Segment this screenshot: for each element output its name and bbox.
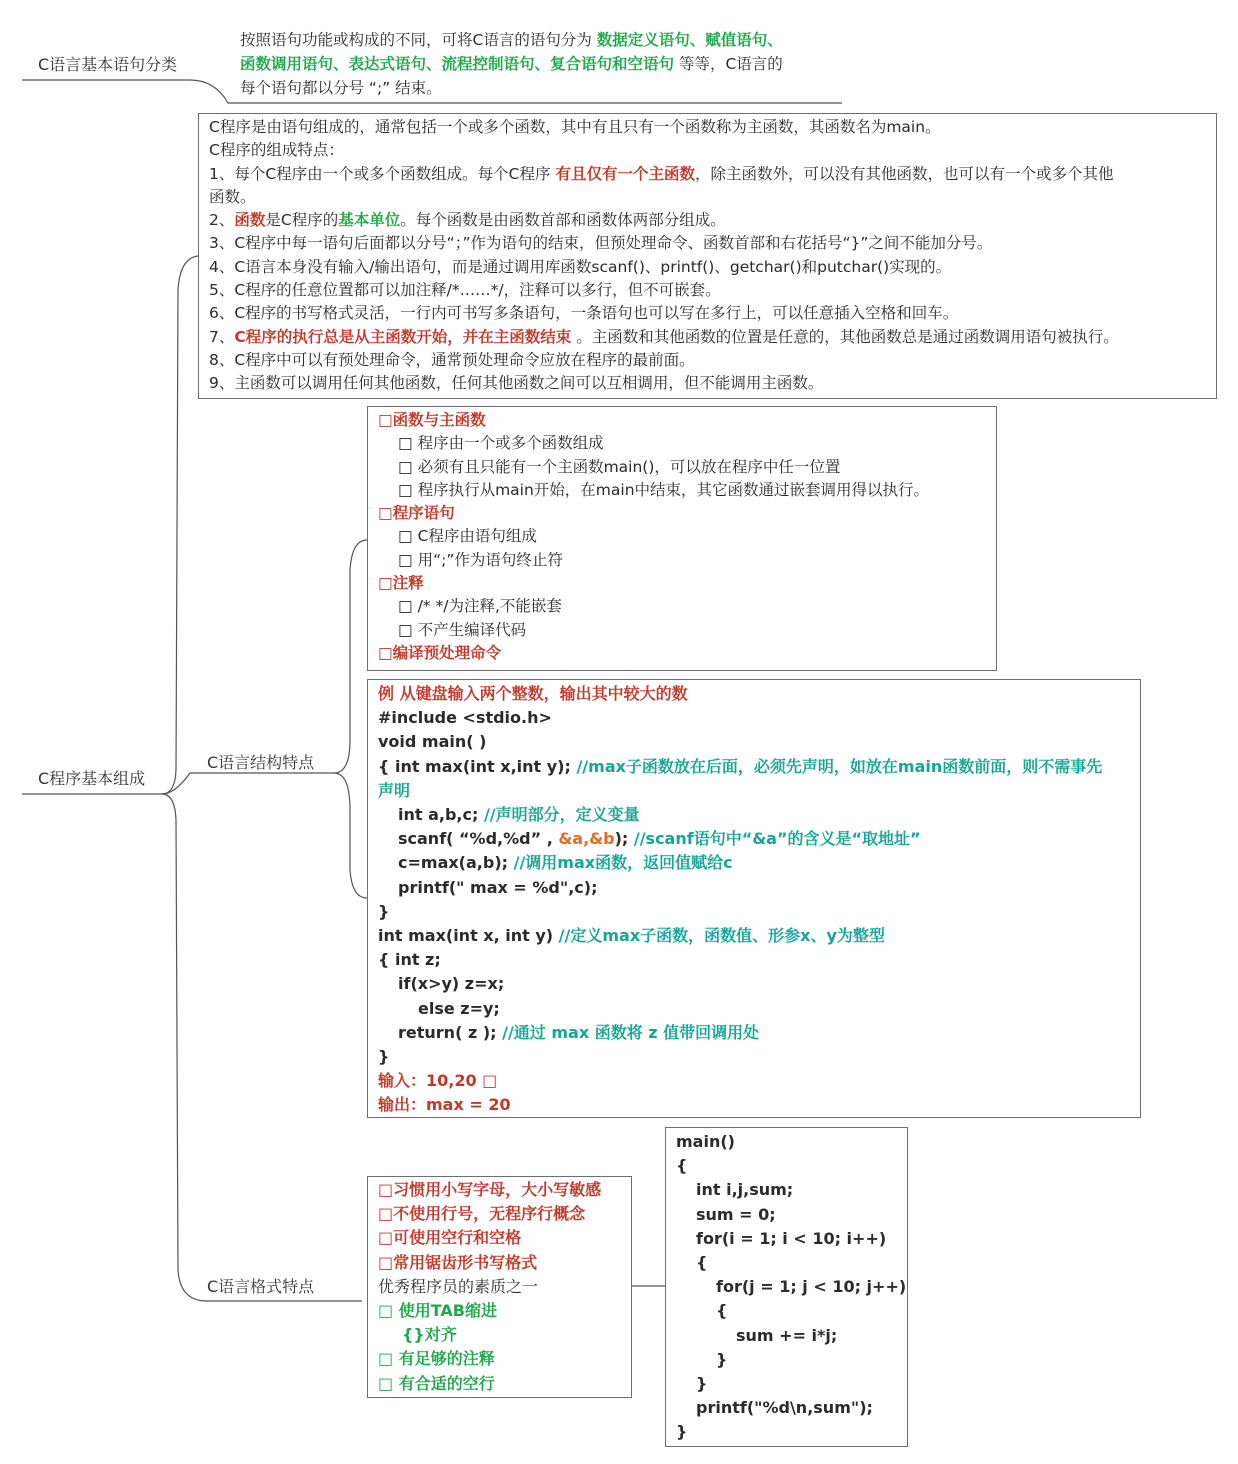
classification-label: C语言基本语句分类 <box>38 55 178 74</box>
format-label: C语言格式特点 <box>207 1277 315 1296</box>
composition-box: C程序是由语句组成的，通常包括一个或多个函数，其中有且只有一个函数称为主函数，其函数名为main。 C程序的组成特点： 1、每个C程序由一个或多个函数组成。每个C程序 有且仅有一个主函数，除主函数外，可以没有其他函数，也可以有一个或多个其他 函数。 2、函数是C程序的基本单位。每个函数是由函数首部和函数体两部分组成。 3、C程序中每一语句后面都以分号“；”作为语句的结束，但预处理命令、函数首部和右花括号“}”之间不能加分号。 4、C语言本身没有输入/输出语句，而是通过调用库函数scanf()、printf()、getchar()和putchar()实现的。 5、C程序的任意位置都可以加注释/*……*/，注释可以多行，但不可嵌套。 6、C程序的书写格式灵活，一行内可书写多条语句，一条语句也可以写在多行上，可以任意插入空格和回车。 7、C程序的执行总是从主函数开始，并在主函数结束 。主函数和其他函数的位置是任意的，其他函数总是通过函数调用语句被执行。 8、C程序中可以有预处理命令，通常预处理命令应放在程序的最前面。 9、主函数可以调用任何其他函数，任何其他函数之间可以互相调用，但不能调用主函数。 <box>198 113 1217 399</box>
example-box: 例 从键盘输入两个整数，输出其中较大的数 #include <stdio.h> void main( ) { int max(int x,int y); //max子函数放在后面，必须先声明，如放在main函数前面，则不需事先 声明 int a,b,c; //声明部分，定义变量 scanf( “%d,%d” , &a,&b); //scanf语句中“&a”的含义是“取地址” c=max(a,b); //调用max函数，返回值赋给c printf(" max = %d",c); } int max(int x, int y) //定义max子函数，函数值、形参x、y为整型 { int z; if(x>y) z=x; else z=y; return( z ); //通过 max 函数将 z 值带回调用处 } 输入：10,20 □ 输出：max = 20 <box>367 679 1141 1118</box>
structure-label: C语言结构特点 <box>207 753 315 772</box>
composition-intro: C程序是由语句组成的，通常包括一个或多个函数，其中有且只有一个函数称为主函数，其函数名为main。 <box>209 118 941 136</box>
code-sample-box: main() { int i,j,sum; sum = 0; for(i = 1; i < 10; i++) { for(j = 1; j < 10; j++) { sum += i*j; } } printf("%d\n,sum"); } <box>665 1127 908 1447</box>
structure-box: □函数与主函数 □ 程序由一个或多个函数组成 □ 必须有且只能有一个主函数main()，可以放在程序中任一位置 □ 程序执行从main开始，在main中结束，其它函数通过嵌套调用得以执行。 □程序语句 □ C程序由语句组成 □ 用“;”作为语句终止符 □注释 □ /* */为注释,不能嵌套 □ 不产生编译代码 □编译预处理命令 <box>367 406 997 671</box>
main-node-label: C程序基本组成 <box>38 769 146 788</box>
format-box: □习惯用小写字母，大小写敏感 □不使用行号，无程序行概念 □可使用空行和空格 □常用锯齿形书写格式 优秀程序员的素质之一 □ 使用TAB缩进 {}对齐 □ 有足够的注释 □ 有合适的空行 <box>367 1176 632 1398</box>
classification-text: 按照语句功能或构成的不同，可将C语言的语句分为 数据定义语句、赋值语句、 函数调用语句、表达式语句、流程控制语句、复合语句和空语句 等等，C语言的 每个语句都以分号 “;” 结束。 <box>240 31 783 97</box>
